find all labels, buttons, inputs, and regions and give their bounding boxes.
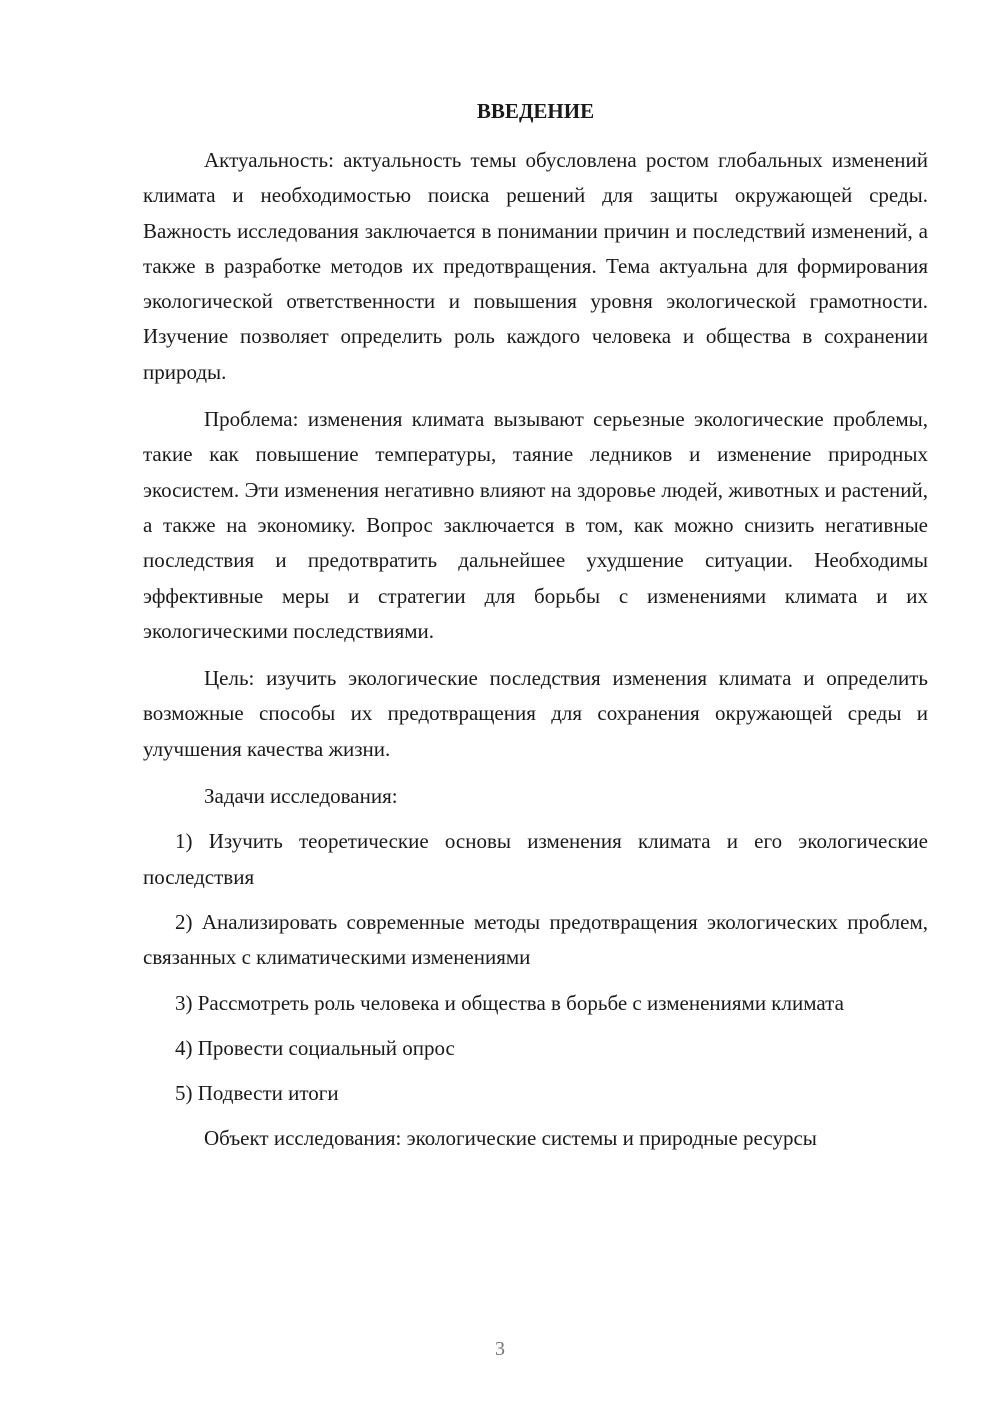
paragraph-problem: Проблема: изменения климата вызывают серьезные экологические проблемы, такие как повышение температуры, таяние ледников и изменение природных экосистем. Эти изменения негативно влияют на здоровье людей, животных и растений, а также на экономику. Вопрос заключается в том, как можно снизить негативные последствия и предотвратить дальнейшее ухудшение ситуации. Необходимы эффективные меры и стратегии для борьбы с изменениями климата и их экологическими последствиями. <box>143 407 928 643</box>
task-item: 5) Подвести итоги <box>175 1081 339 1106</box>
task-item: 1) Изучить теоретические основы изменения климата и его экологические последствия <box>143 829 928 889</box>
task-item: 3) Рассмотреть роль человека и общества в борьбе с изменениями климата <box>175 990 844 1015</box>
page-number: 3 <box>495 1338 505 1360</box>
task-item: 2) Анализировать современные методы предотвращения экологических проблем, связанных с климатическими изменениями <box>143 909 928 970</box>
section-heading: ВВЕДЕНИЕ <box>476 99 595 123</box>
paragraph-object: Объект исследования: экологические системы и природные ресурсы <box>204 1126 817 1151</box>
paragraph-goal: Цель: изучить экологические последствия изменения климата и определить возможные способы их предотвращения для сохранения окружающей среды и улучшения качества жизни. <box>143 666 928 761</box>
paragraph-relevance: Актуальность: актуальность темы обусловлена ростом глобальных изменений климата и необходимостью поиска решений для защиты окружающей среды. Важность исследования заключается в понимании причин и последствий изменений, а также в разработке методов их предотвращения. Тема актуальна для формирования экологической ответственности и повышения уровня экологической грамотности. Изучение позволяет определить роль каждого человека и общества в сохранении природы. <box>143 148 928 384</box>
document-body <box>143 143 928 1157</box>
tasks-heading: Задачи исследования: <box>204 784 398 809</box>
task-item: 4) Провести социальный опрос <box>175 1035 455 1060</box>
